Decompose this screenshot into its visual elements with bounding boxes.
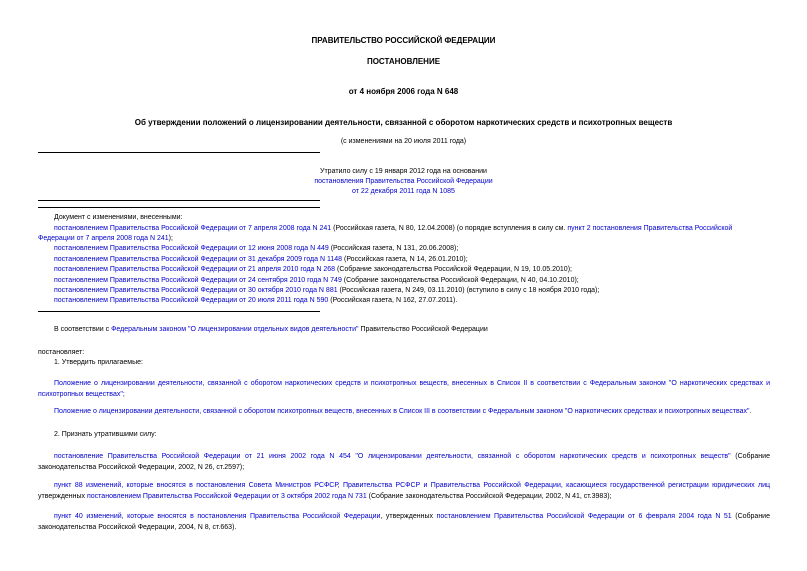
edition-note: (с изменениями на 20 июля 2011 года)	[340, 138, 467, 145]
federal-law-link[interactable]: Федеральным законом "О лицензировании отдельных видов деятельности"	[111, 326, 359, 333]
repealed-link[interactable]: постановление Правительства Российской Федерации от 21 июня 2002 года N 454 "О лицензировании деятельности, связанной с оборотом наркотических средств и психотропных веществ"	[54, 453, 731, 460]
repealed-item: постановление Правительства Российской Федерации от 21 июня 2002 года N 454 "О лицензировании деятельности, связанной с оборотом наркотических средств и психотропных веществ" (Собрание законодательства Российской Федерации, 2002, N 26, ст.2597);	[38, 453, 770, 471]
status-link-1[interactable]: постановления Правительства Российской Федерации	[314, 178, 493, 185]
document-title: Об утверждении положений о лицензировании деятельности, связанной с оборотом наркотических средств и психотропных веществ	[134, 118, 673, 127]
change-item: постановлением Правительства Российской Федерации от 12 июня 2008 года N 449 (Российская газета, N 131, 20.06.2008);	[54, 245, 459, 252]
change-item: постановлением Правительства Российской Федерации от 21 апреля 2010 года N 268 (Собрание законодательства Российской Федерации, N 19, 10.05.2010);	[54, 266, 572, 273]
change-link[interactable]: постановлением Правительства Российской Федерации от 20 июля 2011 года N 590	[54, 297, 329, 304]
doc-type-heading: ПОСТАНОВЛЕНИЕ	[366, 57, 441, 66]
changes-intro: Документ с изменениями, внесенными:	[54, 214, 183, 221]
change-link[interactable]: пункт 2 постановления Правительства Российской	[567, 225, 733, 232]
change-link[interactable]: постановлением Правительства Российской Федерации от 12 июня 2008 года N 449	[54, 245, 329, 252]
divider	[38, 200, 320, 201]
repealed-item: пункт 88 изменений, которые вносятся в постановления Совета Министров РСФСР, Правительства РСФСР и Правительства Российской Федерации, касающиеся государственной регистрации юридических лиц утвержденных постановлением Правительства Российской Федерации от 3 октября 2002 года N 731 (Собрание законодательства Российской Федерации, 2002, N 41, ст.3983);	[38, 482, 770, 500]
change-item: постановлением Правительства Российской Федерации от 30 октября 2010 года N 881 (Российская газета, N 249, 03.11.2010) (вступило в силу с 18 ноября 2010 года);	[54, 287, 600, 294]
divider	[38, 207, 320, 208]
change-link[interactable]: постановлением Правительства Российской Федерации от 31 декабря 2009 года N 1148	[54, 256, 343, 263]
change-link[interactable]: постановлением Правительства Российской Федерации от 24 сентября 2010 года N 749	[54, 277, 342, 284]
government-heading: ПРАВИТЕЛЬСТВО РОССИЙСКОЙ ФЕДЕРАЦИИ	[311, 36, 496, 45]
change-item: постановлением Правительства Российской Федерации от 20 июля 2011 года N 590 (Российская газета, N 162, 27.07.2011).	[54, 297, 458, 304]
status-line-1: Утратило силу с 19 января 2012 года на основании	[320, 168, 487, 175]
repealed-item: пункт 40 изменений, которые вносятся в постановления Правительства Российской Федерации, утвержденных постановлением Правительства Российской Федерации от 6 февраля 2004 года N 51 (Собрание законодательства Российской Федерации, 2004, N 8, ст.663).	[38, 513, 770, 531]
paragraph-2: 2. Признать утратившими силу:	[54, 431, 157, 438]
status-link-2[interactable]: от 22 декабря 2011 года N 1085	[352, 188, 455, 195]
repealed-link[interactable]: пункт 40 изменений, которые вносятся в постановления Правительства Российской Федерации	[54, 513, 381, 520]
change-item: постановлением Правительства Российской Федерации от 31 декабря 2009 года N 1148 (Российская газета, N 14, 26.01.2010);	[54, 256, 468, 263]
change-link[interactable]: постановлением Правительства Российской Федерации от 21 апреля 2010 года N 268	[54, 266, 336, 273]
divider	[38, 311, 320, 312]
decrees-word: постановляет:	[38, 349, 85, 356]
divider	[38, 152, 320, 153]
regulation-link[interactable]: Положение о лицензировании деятельности, связанной с оборотом психотропных веществ, внесенных в Список III в соответствии с Федеральным законом "О наркотических средствах и психотропных веществах".	[54, 408, 752, 415]
change-link[interactable]: Федерации от 7 апреля 2008 года N 241	[38, 235, 169, 242]
date-number: от 4 ноября 2006 года N 648	[348, 87, 459, 96]
repealed-link[interactable]: пункт 88 изменений, которые вносятся в постановления Совета Министров РСФСР, Правительства РСФСР и Правительства Российской Федерации, касающиеся государственной регистрации юридических лиц	[54, 482, 770, 489]
change-item: постановлением Правительства Российской Федерации от 24 сентября 2010 года N 749 (Собрание законодательства Российской Федерации, N 40, 04.10.2010);	[54, 277, 579, 284]
paragraph-1: 1. Утвердить прилагаемые:	[54, 359, 143, 366]
change-link[interactable]: постановлением Правительства Российской Федерации от 7 апреля 2008 года N 241	[54, 225, 332, 232]
repealed-link[interactable]: постановлением Правительства Российской Федерации от 6 февраля 2004 года N 51	[436, 513, 732, 520]
regulation-link[interactable]: Положение о лицензировании деятельности, связанной с оборотом наркотических средств и психотропных веществ, внесенных в Список II в соответствии с Федеральным законом "О наркотических средствах и психотропных веществах";	[38, 380, 770, 398]
change-item: постановлением Правительства Российской Федерации от 7 апреля 2008 года N 241 (Российская газета, N 80, 12.04.2008) (о порядке вступления в силу см. пункт 2 постановления Правительства Российской	[54, 225, 733, 232]
repealed-link[interactable]: постановлением Правительства Российской Федерации от 3 октября 2002 года N 731	[87, 493, 367, 500]
basis-paragraph: В соответствии с Федеральным законом "О лицензировании отдельных видов деятельности" Правительство Российской Федерации	[54, 326, 488, 333]
change-link[interactable]: постановлением Правительства Российской Федерации от 30 октября 2010 года N 881	[54, 287, 338, 294]
change-item-continued: Федерации от 7 апреля 2008 года N 241);	[38, 235, 173, 242]
